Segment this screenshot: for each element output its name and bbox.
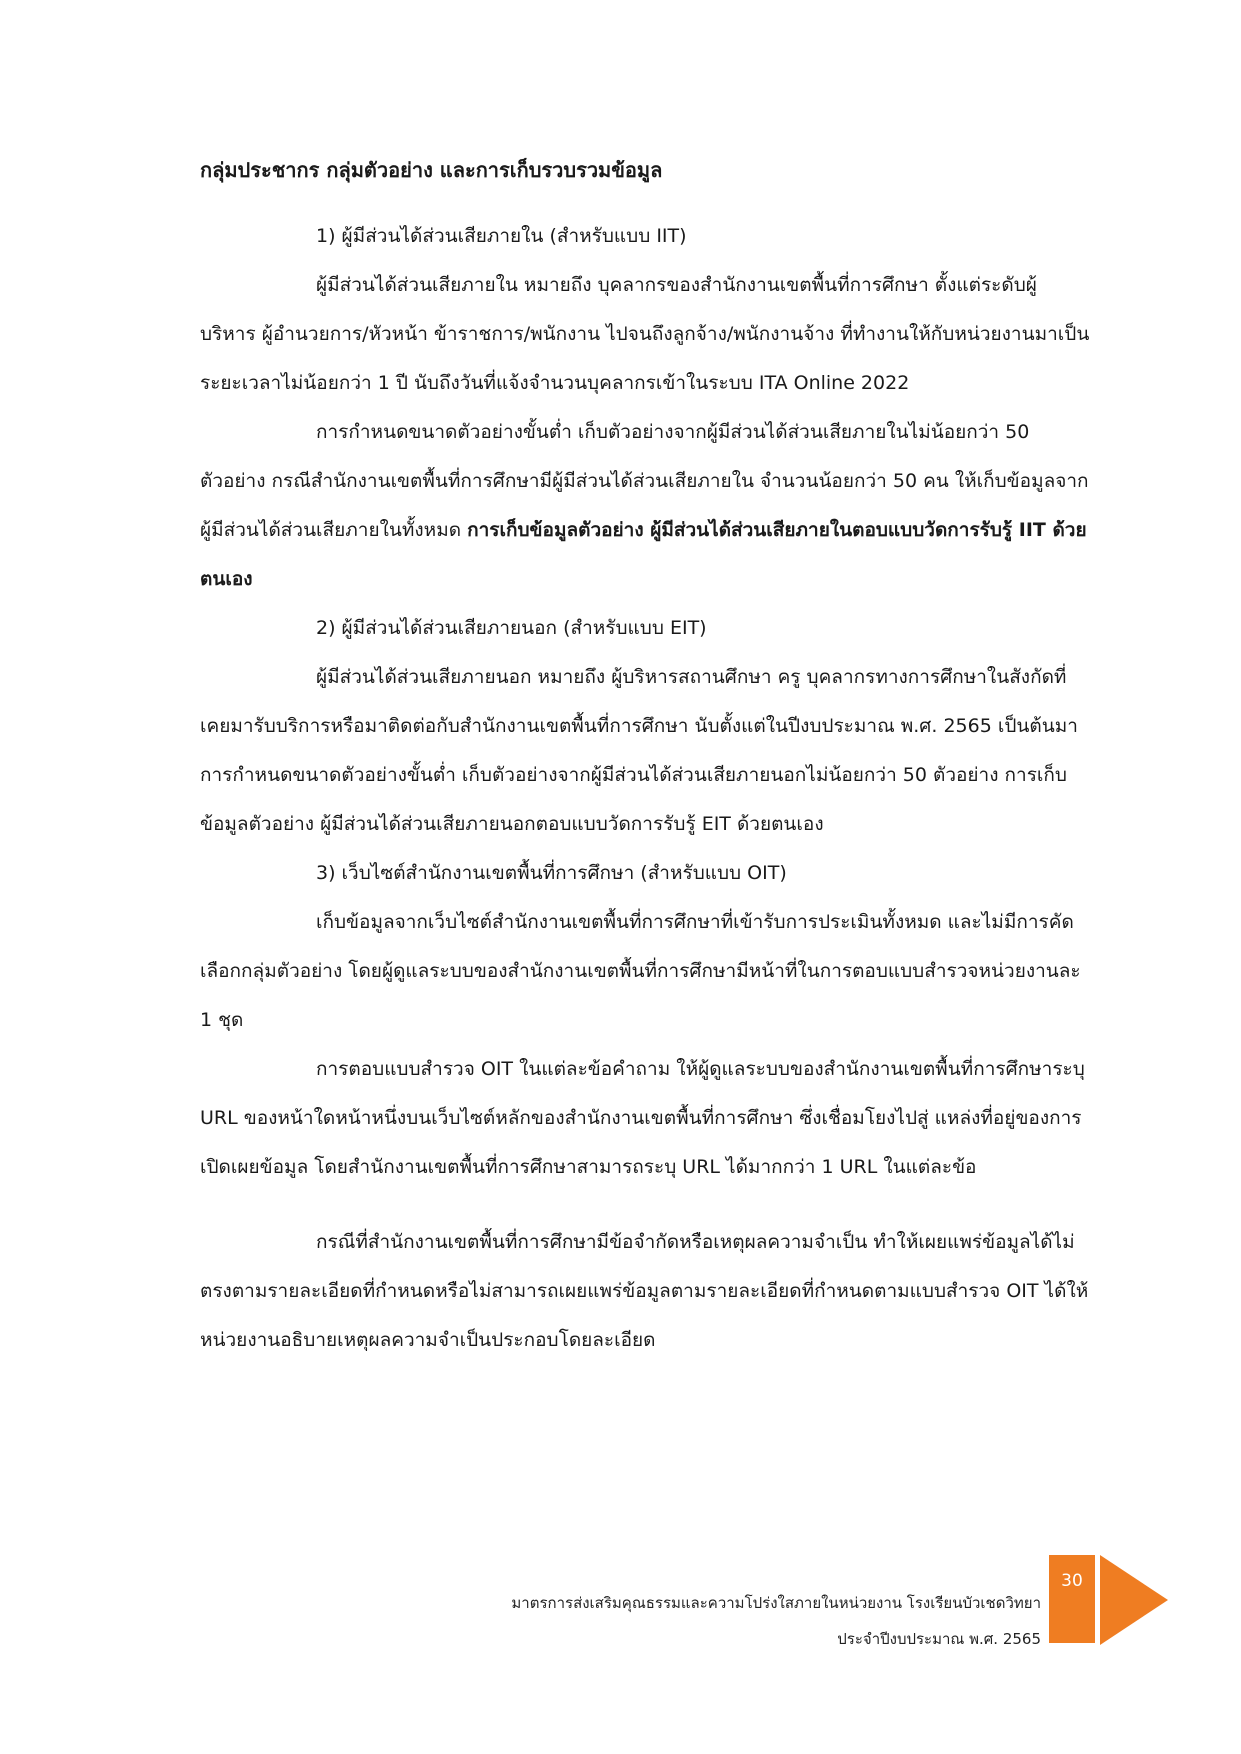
footer-title: มาตรการส่งเสริมคุณธรรมและความโปร่งใสภายในหน่วยงาน โรงเรียนบัวเชดวิทยา [511,1594,1041,1612]
paragraph-eit-definition: ผู้มีส่วนได้ส่วนเสียภายนอก หมายถึง ผู้บริหารสถานศึกษา ครู บุคลากรทางการศึกษาในสังกัดที่เคยมารับบริการหรือมาติดต่อกับสำนักงานเขตพื้นที่การศึกษา นับตั้งแต่ในปีงบประมาณ พ.ศ. 2565 เป็นต้นมา การกำหนดขนาดตัวอย่างขั้นต่ำ เก็บตัวอย่างจากผู้มีส่วนได้ส่วนเสียภายนอกไม่น้อยกว่า 50 ตัวอย่าง การเก็บข้อมูลตัวอย่าง ผู้มีส่วนได้ส่วนเสียภายนอกตอบแบบวัดการรับรู้ EIT ด้วยตนเอง [200,666,1078,835]
paragraph-iit-definition: ผู้มีส่วนได้ส่วนเสียภายใน หมายถึง บุคลากรของสำนักงานเขตพื้นที่การศึกษา ตั้งแต่ระดับผู้บริหาร ผู้อำนวยการ/หัวหน้า ข้าราชการ/พนักงาน ไปจนถึงลูกจ้าง/พนักงานจ้าง ที่ทำงานให้กับหน่วยงานมาเป็นระยะเวลาไม่น้อยกว่า 1 ปี นับถึงวันที่แจ้งจำนวนบุคลากรเข้าในระบบ ITA Online 2022 [200,274,1090,394]
paragraph-iit-sampling [200,408,1090,604]
footer-fiscal-year: ประจำปีงบประมาณ พ.ศ. 2565 [837,1630,1041,1648]
subsection-title-eit: 2) ผู้มีส่วนได้ส่วนเสียภายนอก (สำหรับแบบ EIT) [316,617,707,639]
paragraph-iit-sampling-bold: การเก็บข้อมูลตัวอย่าง ผู้มีส่วนได้ส่วนเสียภายในตอบแบบวัดการรับรู้ IIT ด้วยตนเอง [200,519,1087,590]
paragraph-oit-exception: กรณีที่สำนักงานเขตพื้นที่การศึกษามีข้อจำกัดหรือเหตุผลความจำเป็น ทำให้เผยแพร่ข้อมูลได้ไม่ตรงตามรายละเอียดที่กำหนดหรือไม่สามารถเผยแพร่ข้อมูลตามรายละเอียดที่กำหนดตามแบบสำรวจ OIT ได้ให้หน่วยงานอธิบายเหตุผลความจำเป็นประกอบโดยละเอียด [200,1231,1089,1351]
arrow-right-icon [1100,1555,1168,1645]
page-number: 30 [1049,1555,1095,1643]
section-heading: กลุ่มประชากร กลุ่มตัวอย่าง และการเก็บรวบรวมข้อมูล [200,158,663,182]
subsection-title-iit: 1) ผู้มีส่วนได้ส่วนเสียภายใน (สำหรับแบบ IIT) [316,225,687,247]
page-footer [511,1585,1041,1657]
paragraph-oit-collection: เก็บข้อมูลจากเว็บไซต์สำนักงานเขตพื้นที่การศึกษาที่เข้ารับการประเมินทั้งหมด และไม่มีการคัดเลือกกลุ่มตัวอย่าง โดยผู้ดูแลระบบของสำนักงานเขตพื้นที่การศึกษามีหน้าที่ในการตอบแบบสำรวจหน่วยงานละ 1 ชุด [200,911,1081,1031]
paragraph-oit-url: การตอบแบบสำรวจ OIT ในแต่ละข้อคำถาม ให้ผู้ดูแลระบบของสำนักงานเขตพื้นที่การศึกษาระบุ URL ของหน้าใดหน้าหนึ่งบนเว็บไซต์หลักของสำนักงานเขตพื้นที่การศึกษา ซึ่งเชื่อมโยงไปสู่ แหล่งที่อยู่ของการเปิดเผยข้อมูล โดยสำนักงานเขตพื้นที่การศึกษาสามารถระบุ URL ได้มากกว่า 1 URL ในแต่ละข้อ [200,1058,1085,1178]
document-body [200,212,1090,1365]
subsection-title-oit: 3) เว็บไซต์สำนักงานเขตพื้นที่การศึกษา (สำหรับแบบ OIT) [316,862,787,884]
paragraph-iit-sampling-text: การกำหนดขนาดตัวอย่างขั้นต่ำ เก็บตัวอย่างจากผู้มีส่วนได้ส่วนเสียภายในไม่น้อยกว่า 50 ตัวอย่าง กรณีสำนักงานเขตพื้นที่การศึกษามีผู้มีส่วนได้ส่วนเสียภายใน จำนวนน้อยกว่า 50 คน ให้เก็บข้อมูลจากผู้มีส่วนได้ส่วนเสียภายในทั้งหมด [200,421,1089,541]
